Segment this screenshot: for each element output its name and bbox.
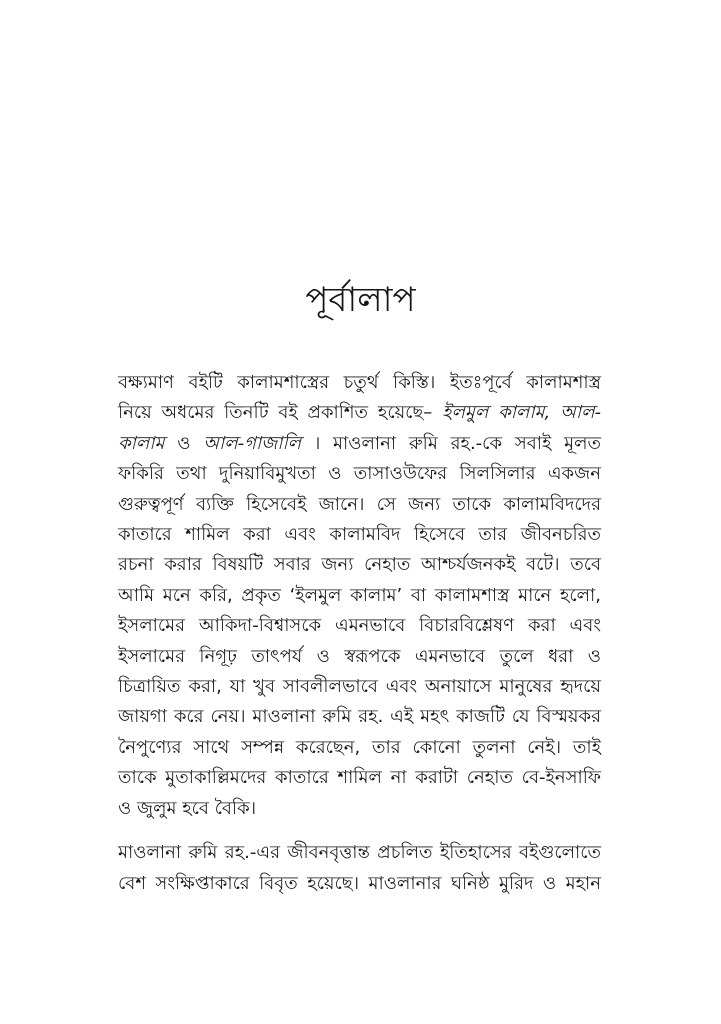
text-run: । মাওলানা রুমি রহ.-কে সবাই মূলত [301,432,601,454]
text-line: বক্ষ্যমাণ বইটি কালামশাস্ত্রের চতুর্থ কিস্তি। ইতঃপূর্বে কালামশাস্ত্র [118,372,601,393]
text-line: মাওলানা রুমি রহ.-এর জীবনবৃত্তান্ত প্রচলিত ইতিহাসের বইগুলোতে [118,842,601,864]
paragraph-1 [118,368,601,824]
text-line: ইসলামের নিগূঢ় তাৎপর্য ও স্বরূপকে এমনভাবে তুলে ধরা ও [118,645,601,667]
text-line: গুরুত্বপূর্ণ ব্যক্তি হিসেবেই জানে। সে জন্য তাকে কালামবিদদের [118,493,601,515]
text-run: ও [164,432,204,454]
text-line: বেশ সংক্ষিপ্তাকারে বিবৃত হয়েছে। মাওলানার ঘনিষ্ঠ মুরিদ ও মহান [118,872,601,894]
text-line: আমি মনে করি, প্রকৃত ‘ইলমুল কালাম’ বা কালামশাস্ত্র মানে হলো, [118,584,601,606]
text-line: তাকে মুতাকাল্লিমদের কাতারে শামিল না করাটা নেহাত বে-ইনসাফি [118,767,601,789]
page-title: পূর্বালাপ [305,280,416,320]
text-line: ইসলামের আকিদা-বিশ্বাসকে এমনভাবে বিচারবিশ্লেষণ করা এবং [118,615,601,637]
text-run: নিয়ে অধমের তিনটি বই প্রকাশিত হয়েছে– [118,402,443,424]
text-line: রচনা করার বিষয়টি সবার জন্য নেহাত আশ্চর্যজনকই বটে। তবে [118,554,601,576]
text-line: ফকিরি তথা দুনিয়াবিমুখতা ও তাসাওউফের সিলসিলার একজন [118,463,601,485]
paragraph-2 [118,838,601,899]
text-line [118,398,601,428]
text-line: ও জুলুম হবে বৈকি। [118,797,257,819]
text-line: চিত্রায়িত করা, যা খুব সাবলীলভাবে এবং অনায়াসে মানুষের হৃদয়ে [118,676,601,698]
text-line: নৈপুণ্যের সাথে সম্পন্ন করেছেন, তার কোনো তুলনা নেই। তাই [118,736,601,758]
book-title-italic: কালাম [118,432,165,454]
book-title-italic: আল-গাজালি [203,432,302,454]
text-line [118,429,601,459]
book-title-italic: ইলমুল কালাম, আল- [442,402,601,424]
text-line: কাতারে শামিল করা এবং কালামবিদ হিসেবে তার জীবনচরিত [118,524,601,546]
body-text [118,368,601,899]
text-line: জায়গা করে নেয়। মাওলানা রুমি রহ. এই মহৎ কাজটি যে বিস্ময়কর [118,706,601,728]
